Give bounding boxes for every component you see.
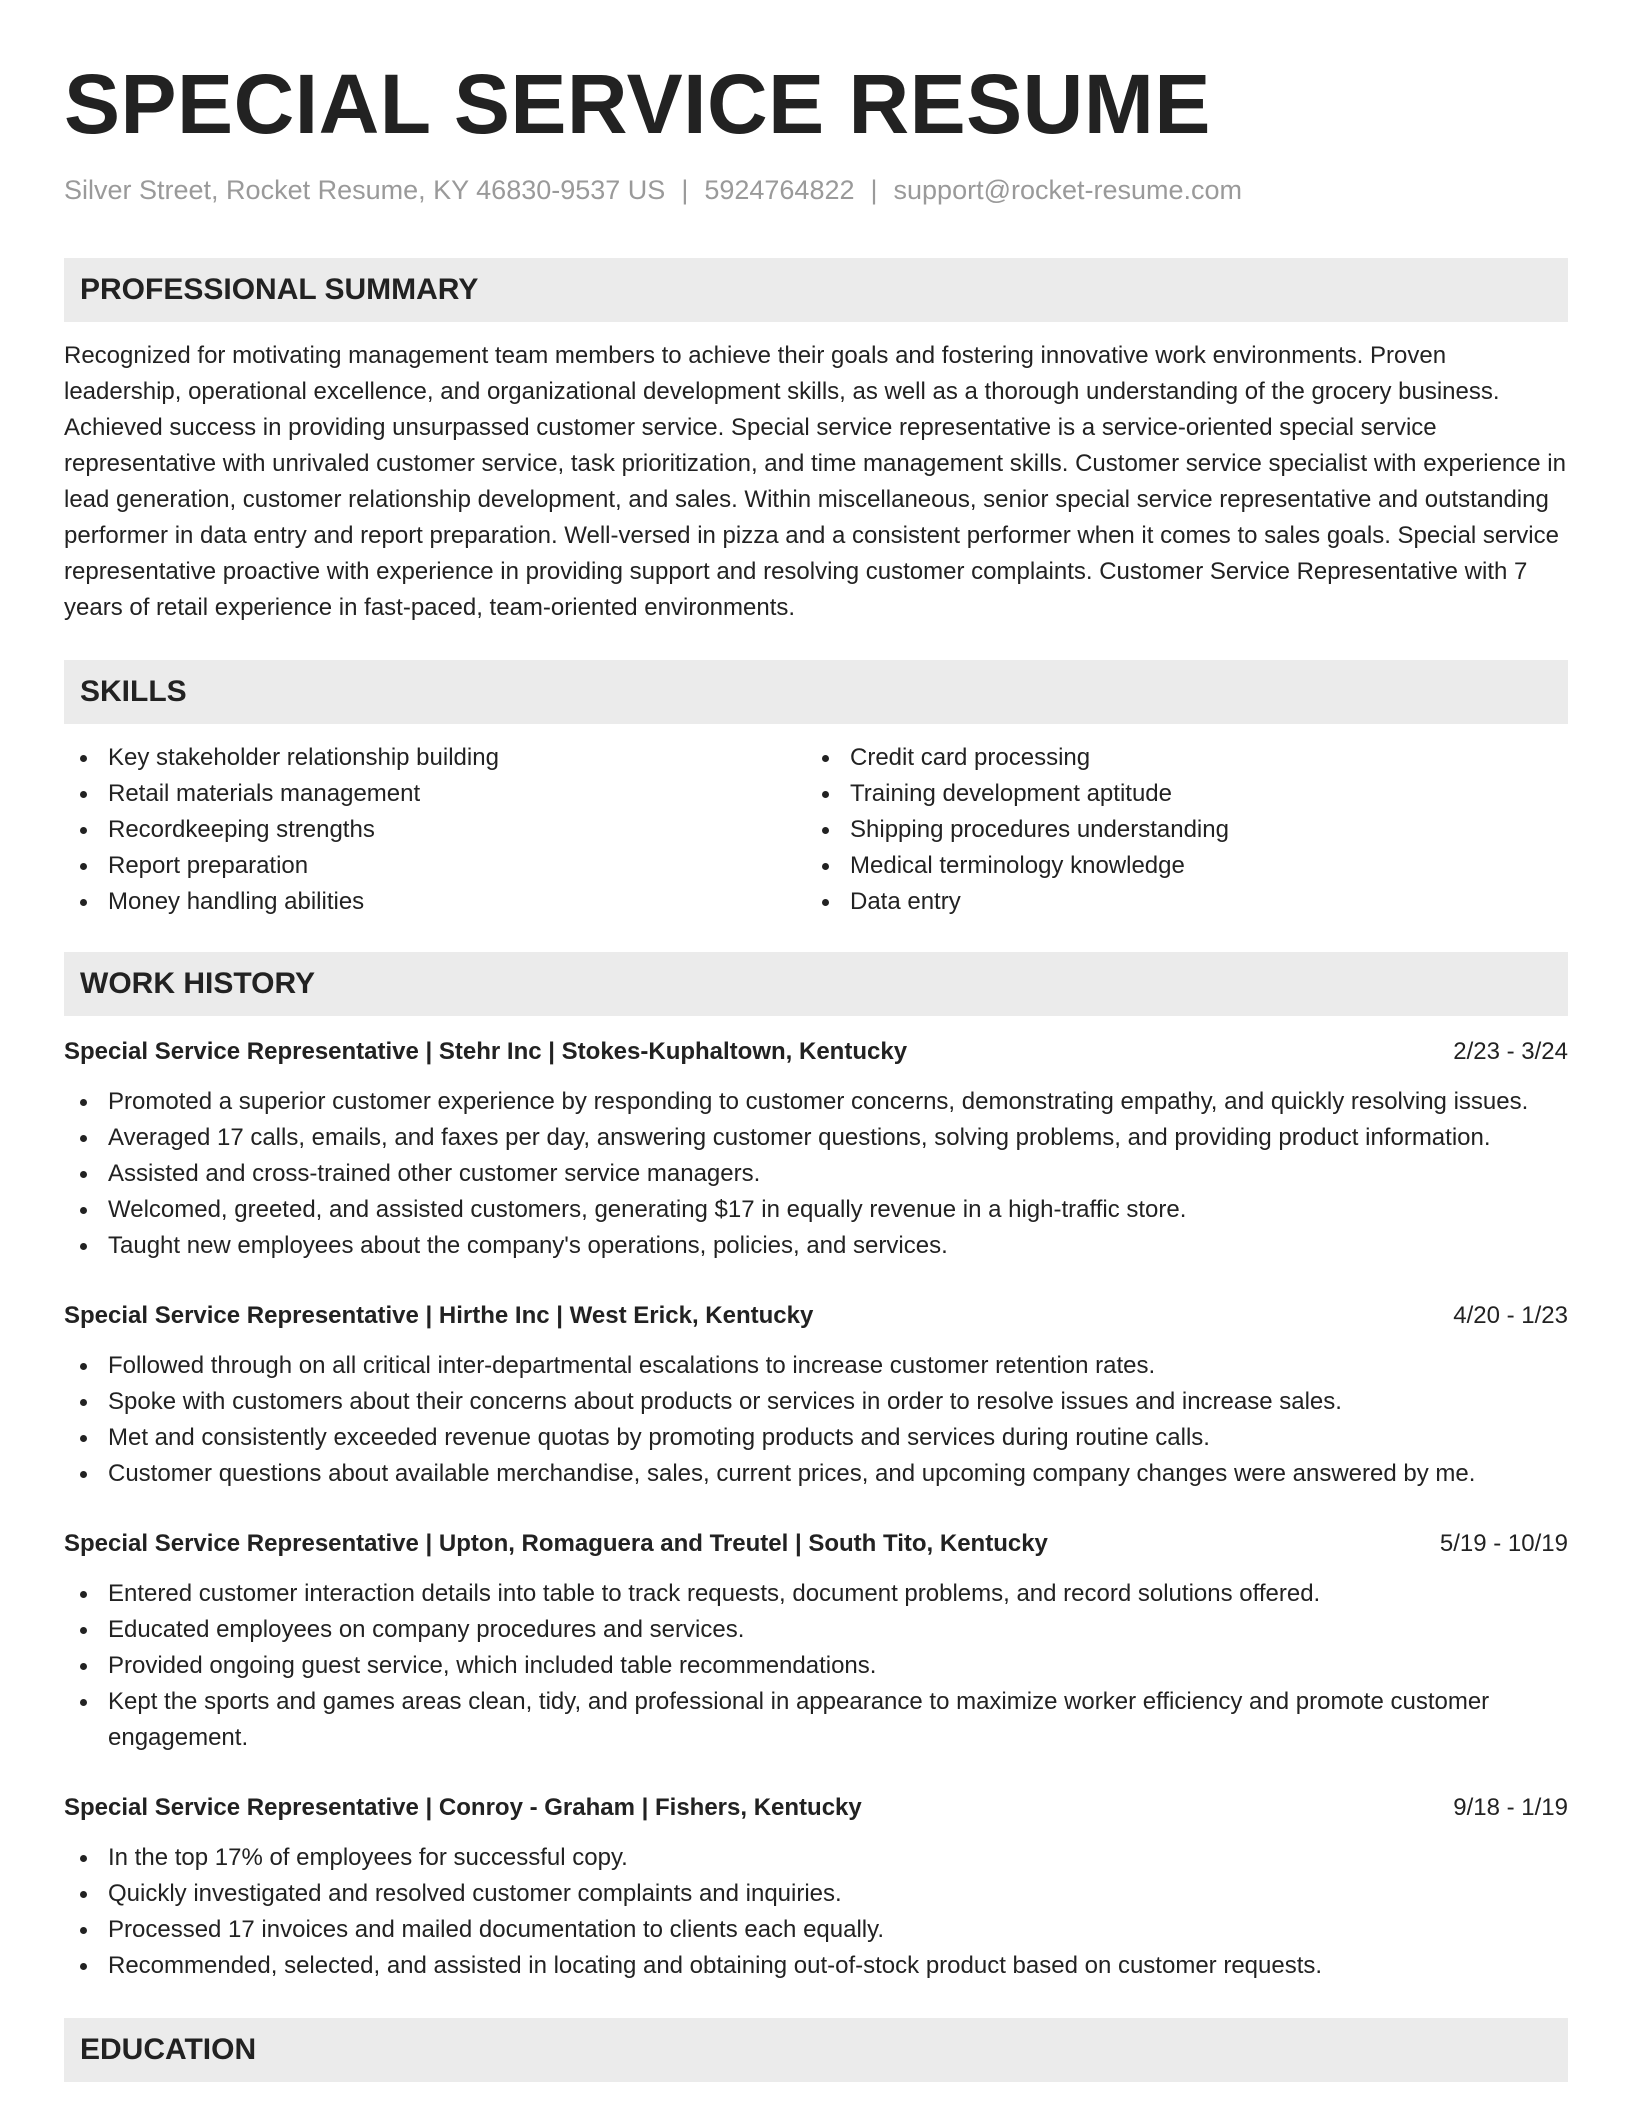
contact-separator: | [681, 175, 689, 205]
contact-separator: | [870, 175, 878, 205]
skill-item: Data entry [850, 884, 1548, 920]
section-heading-work-history: WORK HISTORY [64, 952, 1568, 1016]
section-heading-education: EDUCATION [64, 2018, 1568, 2082]
job-dates: 9/18 - 1/19 [1453, 1794, 1568, 1821]
job-bullet: Quickly investigated and resolved customer complaints and inquiries. [64, 1876, 1568, 1912]
job-entry [64, 1526, 1568, 1756]
skills-column-left [64, 740, 806, 920]
job-bullets [64, 1840, 1568, 1984]
job-bullet: Followed through on all critical inter-departmental escalations to increase customer retention rates. [64, 1348, 1568, 1384]
job-entry [64, 1790, 1568, 1984]
job-bullet: Entered customer interaction details into table to track requests, document problems, and record solutions offered. [64, 1576, 1568, 1612]
job-title: Special Service Representative | Upton, Romaguera and Treutel | South Tito, Kentucky [64, 1530, 1048, 1557]
skill-item: Report preparation [108, 848, 806, 884]
job-bullet: Kept the sports and games areas clean, tidy, and professional in appearance to maximize worker efficiency and promote customer engagement. [64, 1684, 1568, 1756]
skill-item: Shipping procedures understanding [850, 812, 1548, 848]
job-title: Special Service Representative | Conroy - Graham | Fishers, Kentucky [64, 1794, 862, 1821]
skill-item: Training development aptitude [850, 776, 1548, 812]
job-bullet: Processed 17 invoices and mailed documentation to clients each equally. [64, 1912, 1568, 1948]
job-header [64, 1034, 1568, 1070]
section-heading-skills: SKILLS [64, 660, 1568, 724]
job-bullet: Spoke with customers about their concerns about products or services in order to resolve issues and increase sales. [64, 1384, 1568, 1420]
job-bullet: In the top 17% of employees for successful copy. [64, 1840, 1568, 1876]
section-heading-summary: PROFESSIONAL SUMMARY [64, 258, 1568, 322]
job-entry [64, 1298, 1568, 1492]
job-bullet: Met and consistently exceeded revenue quotas by promoting products and services during routine calls. [64, 1420, 1568, 1456]
job-bullet: Recommended, selected, and assisted in locating and obtaining out-of-stock product based on customer requests. [64, 1948, 1568, 1984]
skill-item: Retail materials management [108, 776, 806, 812]
resume-name: SPECIAL SERVICE RESUME [64, 57, 1211, 151]
summary-text: Recognized for motivating management team members to achieve their goals and fostering innovative work environments. Proven leadership, operational excellence, and organizational development skills, as well as a thorough understanding of the grocery business. Achieved success in providing unsurpassed customer service. Special service representative is a service-oriented special service representative with unrivaled customer service, task prioritization, and time management skills. Customer service specialist with experience in lead generation, customer relationship development, and sales. Within miscellaneous, senior special service representative and outstanding performer in data entry and report preparation. Well-versed in pizza and a consistent performer when it comes to sales goals. Special service representative proactive with experience in providing support and resolving customer complaints. Customer Service Representative with 7 years of retail experience in fast-paced, team-oriented environments. [64, 342, 1566, 621]
job-dates: 5/19 - 10/19 [1439, 1530, 1568, 1557]
job-bullets [64, 1084, 1568, 1264]
resume-page [64, 58, 1568, 2082]
skill-item: Key stakeholder relationship building [108, 740, 806, 776]
job-bullets [64, 1576, 1568, 1756]
skill-item: Recordkeeping strengths [108, 812, 806, 848]
skills-column-right [806, 740, 1548, 920]
contact-email: support@rocket-resume.com [893, 175, 1243, 205]
job-header [64, 1790, 1568, 1826]
job-bullet: Assisted and cross-trained other customer service managers. [64, 1156, 1568, 1192]
skill-item: Money handling abilities [108, 884, 806, 920]
job-title: Special Service Representative | Stehr Inc | Stokes-Kuphaltown, Kentucky [64, 1038, 908, 1065]
job-title: Special Service Representative | Hirthe Inc | West Erick, Kentucky [64, 1302, 814, 1329]
job-bullet: Promoted a superior customer experience by responding to customer concerns, demonstrating empathy, and quickly resolving issues. [64, 1084, 1568, 1120]
job-header [64, 1298, 1568, 1334]
job-bullet: Taught new employees about the company's operations, policies, and services. [64, 1228, 1568, 1264]
contact-phone: 5924764822 [704, 175, 855, 205]
job-bullets [64, 1348, 1568, 1492]
job-dates: 2/23 - 3/24 [1453, 1038, 1568, 1065]
skills-list [64, 740, 1568, 920]
job-bullet: Averaged 17 calls, emails, and faxes per day, answering customer questions, solving problems, and providing product information. [64, 1120, 1568, 1156]
job-entry [64, 1034, 1568, 1264]
job-bullet: Customer questions about available merchandise, sales, current prices, and upcoming company changes were answered by me. [64, 1456, 1568, 1492]
contact-address: Silver Street, Rocket Resume, KY 46830-9537 US [64, 175, 666, 205]
skill-item: Medical terminology knowledge [850, 848, 1548, 884]
job-header [64, 1526, 1568, 1562]
skill-item: Credit card processing [850, 740, 1548, 776]
job-dates: 4/20 - 1/23 [1453, 1302, 1568, 1329]
job-bullet: Welcomed, greeted, and assisted customers, generating $17 in equally revenue in a high-traffic store. [64, 1192, 1568, 1228]
job-bullet: Provided ongoing guest service, which included table recommendations. [64, 1648, 1568, 1684]
contact-line [64, 172, 1568, 208]
job-bullet: Educated employees on company procedures and services. [64, 1612, 1568, 1648]
